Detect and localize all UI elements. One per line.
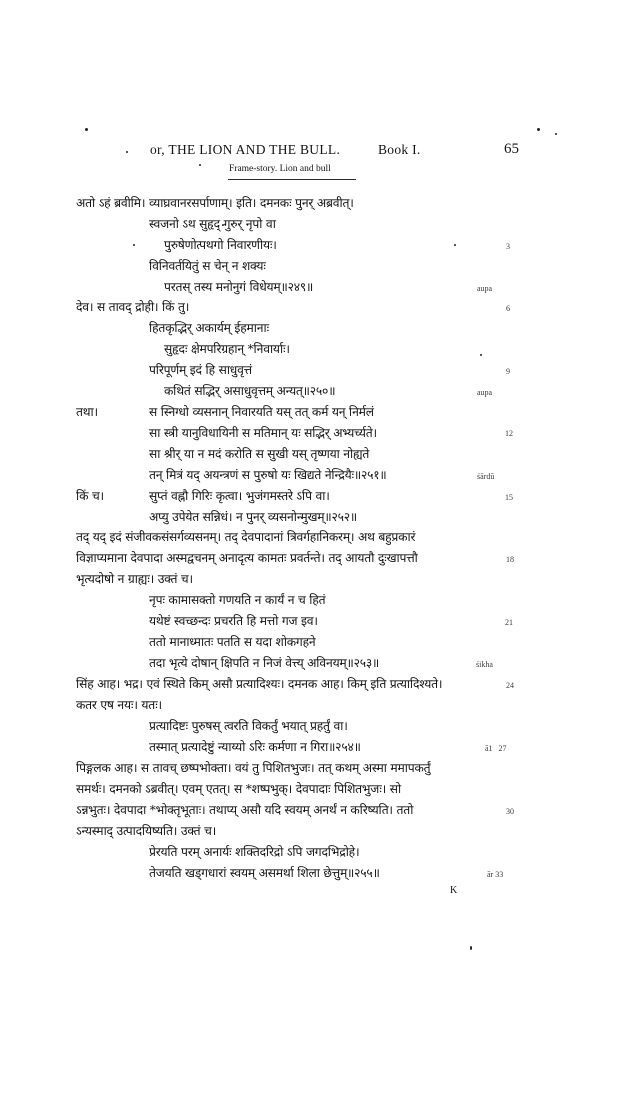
metre-label: śārdū [477, 472, 495, 481]
prose-line: विज्ञाप्यमाना देवपादा अस्मद्वचनम् अनादृत्य कामतः प्रवर्तन्ते। तद् आयतौ दुःखापत्तौ [76, 551, 418, 565]
scan-speck [480, 354, 482, 356]
verse-line: प्रत्यादिष्टः पुरुषस् त्वरति विकर्तुं भयात् प्रहर्तुं वा। [149, 719, 348, 733]
line-number: 6 [506, 304, 510, 313]
line-number: 12 [505, 429, 513, 438]
line-number: 18 [506, 555, 514, 564]
verse-line: प्रेरयति परम् अनार्यः शक्तिदरिद्रो ऽपि जगदभिद्रोहे। [149, 845, 360, 859]
line-number: 24 [506, 681, 514, 690]
verse-line: अप्यु उपेयेत सन्निधं। न पुनर् व्यसनोन्मुखम्॥२५२॥ [149, 510, 357, 524]
running-title: or, THE LION AND THE BULL. [150, 142, 341, 157]
verse-line: यथेष्टं स्वच्छन्दः प्रचरति हि मत्तो गज इव। [149, 614, 318, 628]
verse-line: स्वजनो ऽथ सुहृद् गुरुर् नृपो वा [149, 217, 276, 231]
section-note: Frame-story. Lion and bull [229, 164, 331, 174]
metre-label-line-number: ār 33 [487, 870, 504, 879]
page-number: 65 [504, 141, 519, 157]
line-number: 9 [506, 367, 510, 376]
prose-line: कतर एष नयः। यतः। [76, 698, 162, 712]
verse-line: तदा भृत्ये दोषान् क्षिपति न निजं वेत्त्य् अविनयम्॥२५३॥ [149, 656, 380, 670]
text-line: देव। स तावद् द्रोही। किं तु। [76, 300, 190, 314]
prose-line: भृत्यदोषो न ग्राह्यः। उक्तं च। [76, 572, 193, 586]
prose-line: समर्थः। दमनको ऽब्रवीत्। एवम् एतत्। स *शष्पभुक्। देवपादाः पिशितभुजः। सो [76, 782, 401, 796]
scan-speck [454, 244, 456, 246]
verse-line: ततो मानाध्मातः पतति स यदा शोकगहने [149, 635, 316, 649]
verse-line: सुहृदः क्षेमपरिग्रहान् *निवार्याः। [164, 342, 290, 356]
metre-label-line-number: ā1 27 [485, 744, 507, 753]
prose-line: ऽन्नभुतः। देवपादा *भोक्तृभूताः। तथाप्य् असौ यदि स्वयम् अनर्थं न करिष्यति। ततो [76, 803, 414, 817]
verse-line: सा श्रीर् या न मदं करोति स सुखी यस् तृष्णया नोह्यते [149, 447, 370, 461]
line-number: 15 [505, 493, 513, 502]
line-number: 3 [506, 242, 510, 251]
metre-label: aupa [477, 284, 493, 293]
book-label: Book I. [378, 142, 421, 157]
signature-mark: K [450, 885, 458, 896]
metre-label: aupa [477, 388, 493, 397]
scan-speck [133, 244, 135, 246]
verse-line: स स्निग्धो व्यसनान् निवारयति यस् तत् कर्म यन् निर्मलं [149, 405, 374, 419]
prose-line: ऽन्यस्माद् उत्पादयिष्यति। उक्तं च। [76, 824, 217, 838]
verse-line: हितकृद्भिर् अकार्यम् ईहमानाः [149, 321, 269, 335]
text-line: अतो ऽहं ब्रवीमि। व्याघ्रवानरसर्पाणाम्। इति। दमनकः पुनर् अब्रवीत्। [76, 196, 354, 210]
prose-line: पिङ्गलक आह। स तावच् छष्पभोक्ता। वयं तु पिशितभुजः। तत् कथम् अस्मा ममापकर्तुं [76, 761, 431, 775]
scan-speck [555, 133, 557, 135]
verse-line: विनिवर्तयितुं स चेन् न शक्यः [149, 259, 266, 273]
verse-line: कथितं सद्भिर् असाधुवृत्तम् अन्यत्॥२५०॥ [164, 384, 336, 398]
verse-line: सुप्तं वह्नौ गिरिः कृत्वा। भुजंगमस्तरे ऽपि वा। [149, 489, 330, 503]
scan-speck [537, 128, 540, 131]
prose-line: तद् यद् इदं संजीवकसंसर्गव्यसनम्। तद् देवपादानां त्रिवर्गहानिकरम्। अथ बहुप्रकारं [76, 530, 416, 544]
line-number: 30 [506, 807, 514, 816]
scan-speck [126, 151, 128, 153]
scan-speck [85, 128, 88, 131]
verse-line: तस्मात् प्रत्यादेष्टुं न्याय्यो ऽरिः कर्मणा न गिरा॥२५४॥ [149, 740, 361, 754]
verse-line: परिपूर्णम् इदं हि साधुवृत्तं [149, 363, 252, 377]
verse-line: तन् मित्रं यद् अयन्त्रणं स पुरुषो यः खिद्यते नेन्द्रियैः॥२५१॥ [149, 468, 387, 482]
metre-label: śikha [476, 660, 493, 669]
header-rule [228, 179, 356, 180]
line-label: तथा। [76, 405, 98, 419]
line-number: 21 [505, 618, 513, 627]
prose-line: सिंह आह। भद्र। एवं स्थिते किम् असौ प्रत्यादिश्यः। दमनक आह। किम् इति प्रत्यादिश्यते। [76, 677, 443, 691]
verse-line: तेजयति खड्गधारां स्वयम् असमर्था शिला छेत्तुम्॥२५५॥ [149, 866, 380, 880]
scan-speck [199, 164, 201, 166]
verse-line: नृपः कामासक्तो गणयति न कार्यं न च हितं [149, 593, 326, 607]
scan-speck [470, 946, 472, 950]
verse-line: सा स्त्री यानुविधायिनी स मतिमान् यः सद्भिर् अभ्यर्च्यते। [149, 426, 377, 440]
verse-line: परतस् तस्य मनोनुगं विधेयम्॥२४९॥ [164, 280, 314, 294]
line-label: किं च। [76, 489, 104, 503]
verse-line: पुरुषेणोत्पथगो निवारणीयः। [164, 238, 277, 252]
